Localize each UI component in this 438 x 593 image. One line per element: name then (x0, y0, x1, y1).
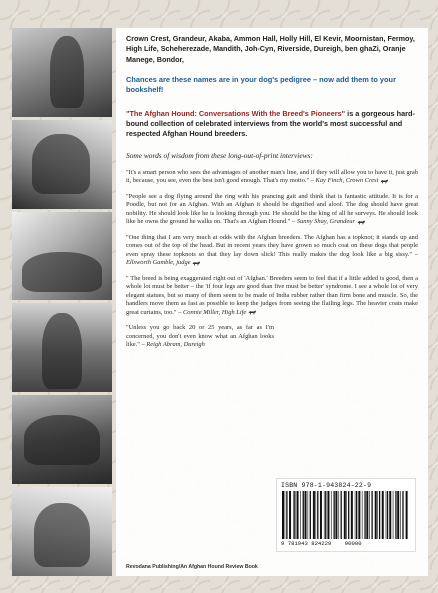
barcode-bar (289, 491, 291, 539)
barcode-bar (294, 491, 295, 539)
barcode-bar (348, 491, 349, 539)
photo-strip (12, 28, 112, 576)
chances-tagline: Chances are these names are in your dog's pedigree – now add them to your bookshelf! (126, 74, 396, 94)
quote-2: "People see a dog flying around the ring with his prancing gait and think that is fantastic attitude. It is for a Poodle, but not for an Afghan. With an Afghan it should be dignified and aloof. The dog should have great nobility. He should look like he is looking through you. He should be the king of all he surveys. He should look like he owns the ground he walks on. That's an Afghan Hound." – Sunny Shay, Grandeur (126, 192, 418, 226)
barcode-bar (406, 491, 408, 539)
quote-1: "It's a smart person who sees the advantages of another man's line, and if they will allow you to have it, just grab it, because, you see, even the best isn't good enough. That's my motto." – Kay Finch, Crown Crest (126, 168, 418, 185)
barcode-bar (320, 491, 322, 539)
photo-afghan-hound-head (12, 120, 112, 209)
photo-dog-show-ring (12, 395, 112, 484)
quote-4: " The breed is being exaggerated right out of 'Afghan.' Breeders seem to feel that if a little added is good, then a whole lot must be better – the 'if four legs are good than five must be better' syndrome. I see a whole lot of very elegant statues, but so many of them seem to be made of India rubber rather than firm bone and muscle. So, the handlers move them as fast as possible to keep the judges from seeing the flailing legs. The heavier coats make great curtains, too." – Connie Miller, High Life (126, 274, 418, 316)
quotes-intro: Some words of wisdom from these long-out-of-print interviews: (126, 150, 313, 160)
barcode (281, 491, 409, 539)
barcode-bar (305, 491, 307, 539)
quote-attribution: Ellsworth Gamble, judge (126, 259, 191, 267)
barcode-bar (346, 491, 347, 539)
isbn-number: ISBN 978-1-943824-22-9 (281, 482, 372, 489)
barcode-bar (371, 491, 372, 539)
barcode-bar (393, 491, 394, 539)
barcode-bar (386, 491, 387, 539)
barcode-bar (364, 491, 365, 539)
barcode-bar (334, 491, 335, 539)
barcode-bar (293, 491, 294, 539)
quote-attribution: Connie Miller, High Life (181, 308, 247, 316)
barcode-bar (356, 491, 357, 539)
book-title: "The Afghan Hound: Conversations With the Breed's Pioneers" (126, 108, 346, 118)
afghan-hound-icon (248, 309, 257, 315)
quote-attribution: Reigh Abram, Dureigh (144, 341, 205, 349)
barcode-bar (377, 491, 378, 539)
barcode-bar (358, 491, 360, 539)
barcode-bar (375, 491, 377, 539)
photo-dogs-with-trophy (12, 212, 112, 301)
quote-attribution: Kay Finch, Crown Crest (313, 177, 379, 185)
barcode-bar (285, 491, 286, 539)
barcode-bar (317, 491, 318, 539)
quote-attribution: Sunny Shay, Grandeur (295, 218, 355, 226)
barcode-bar (355, 491, 356, 539)
barcode-bar (344, 491, 346, 539)
book-description (126, 109, 418, 139)
barcode-box (276, 478, 416, 552)
barcode-bar (303, 491, 304, 539)
barcode-bar (313, 491, 315, 539)
barcode-bar (338, 491, 339, 539)
barcode-bar (389, 491, 391, 539)
afghan-hound-icon (380, 178, 389, 184)
afghan-hound-icon (192, 260, 201, 266)
barcode-bar (369, 491, 370, 539)
barcode-bar (327, 491, 329, 539)
price-code: 90000 (344, 540, 362, 547)
barcode-digits: 9 781943 824229 90000 (281, 540, 362, 547)
barcode-bar (395, 491, 396, 539)
barcode-bar (282, 491, 284, 539)
barcode-bar (335, 491, 337, 539)
barcode-bar (341, 491, 342, 539)
barcode-bar (400, 491, 401, 539)
photo-woman-portrait (12, 28, 112, 117)
barcode-bar (379, 491, 380, 539)
quote-3: "One thing that I am very much at odds with the Afghan breeders. The Afghan has a topknot; it stands up and comes out of the top of the head. But in recent years they have grown so much coat on these dogs that people even spray these topknots so that they lay down slick! This really makes the dog look like a big sissy." – Ellsworth Gamble, judge (126, 233, 418, 267)
quote-5: "Unless you go back 20 or 25 years, as far as I'm concerned, you don't even know what an Afghan looks like." – Reigh Abram, Dureigh (126, 324, 274, 349)
barcode-bar (286, 491, 287, 539)
book-description-text: is a gorgeous hard-bound collection of celebrated interviews from the world's most successful and respected Afghan Hound breeders. (126, 108, 415, 138)
barcode-bar (382, 491, 384, 539)
barcode-bar (300, 491, 301, 539)
barcode-bar (297, 491, 299, 539)
barcode-bar (351, 491, 353, 539)
barcode-bar (387, 491, 388, 539)
barcode-bar (325, 491, 326, 539)
barcode-bar (402, 491, 403, 539)
barcode-bar (397, 491, 399, 539)
barcode-bar (331, 491, 332, 539)
barcode-bar (316, 491, 317, 539)
barcode-bar (310, 491, 311, 539)
barcode-bar (366, 491, 368, 539)
photo-woman-with-hound (12, 487, 112, 576)
afghan-hound-icon (357, 219, 366, 225)
photo-man-with-dog (12, 303, 112, 392)
barcode-bar (324, 491, 325, 539)
kennel-names-list: Crown Crest, Grandeur, Akaba, Ammon Hall, Holly Hill, El Kevir, Moornistan, Fermoy, High Life, Scheherezade, Mandith, Joh-Cyn, Riverside, Dureigh, ben ghaZi, Oranje Manege, Bondor, (126, 34, 415, 64)
barcode-bar (362, 491, 363, 539)
publisher-credit: Revodana Publishing/An Afghan Hound Review Book (126, 564, 258, 570)
barcode-bar (308, 491, 309, 539)
